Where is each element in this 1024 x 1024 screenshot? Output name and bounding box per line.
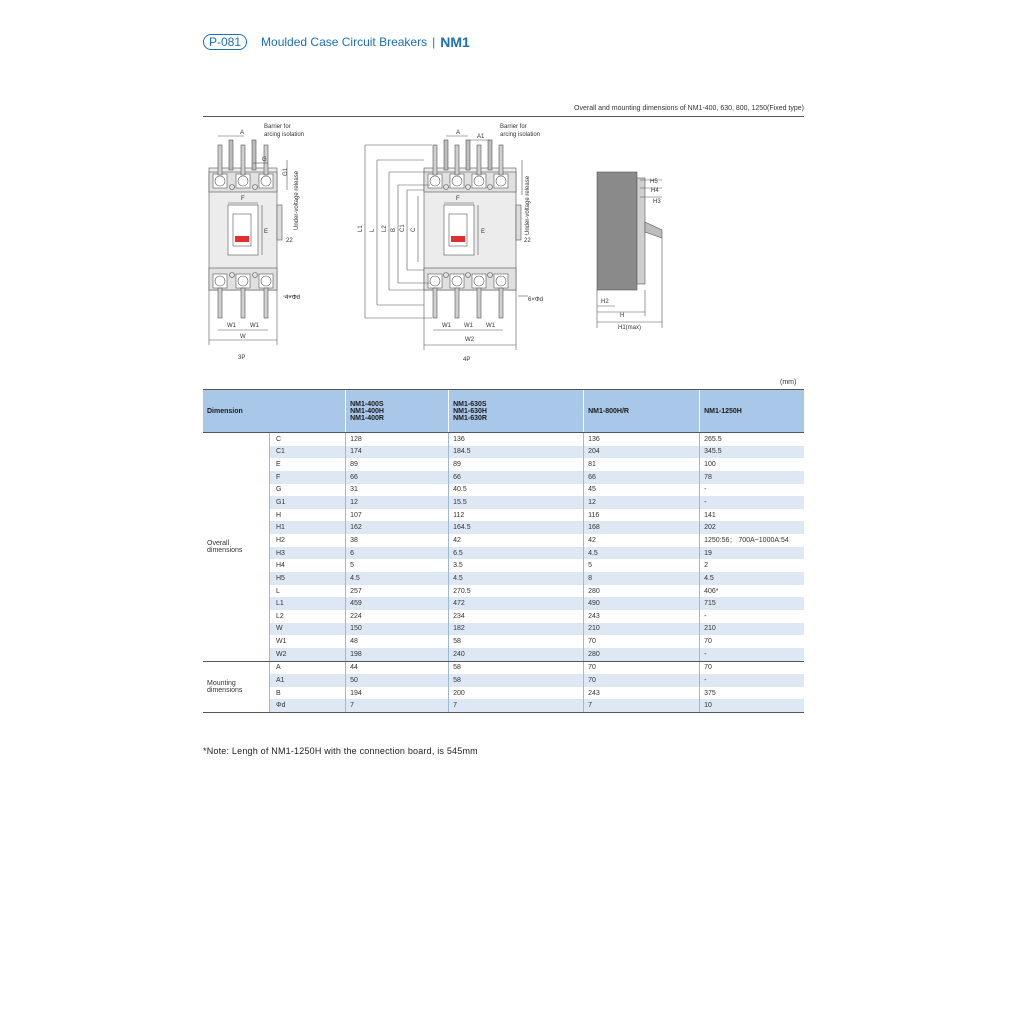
- table-header-row: [203, 390, 804, 433]
- table-cell: 7: [449, 699, 584, 712]
- drawing-caption: Overall and mounting dimensions of NM1-400, 630, 800, 1250(Fixed type): [574, 105, 804, 112]
- table-cell: 406*: [700, 585, 804, 598]
- dimension-drawings: [0, 0, 1024, 380]
- table-cell: 1250:56； 700A~1000A:54: [700, 534, 804, 547]
- drawing-label-L1: L1: [358, 225, 364, 232]
- table-cell: 345.5: [700, 446, 804, 459]
- table-cell: -: [700, 610, 804, 623]
- table-row: [203, 623, 804, 636]
- drawing-label-hole-3p: 4×Φd: [285, 295, 300, 301]
- group-mounting-line1: Mounting: [207, 679, 236, 687]
- table-row: [203, 635, 804, 648]
- table-cell: 112: [449, 509, 584, 522]
- table-cell: 136: [584, 433, 700, 446]
- table-cell: 66: [449, 471, 584, 484]
- dimension-symbol: A: [270, 661, 346, 674]
- header-400r: NM1-400R: [350, 414, 384, 422]
- drawing-label-W2: W2: [465, 337, 474, 343]
- table-cell: 7: [584, 699, 700, 712]
- table-cell: -: [700, 674, 804, 687]
- table-cell: -: [700, 648, 804, 661]
- table-row: [203, 572, 804, 585]
- table-cell: 715: [700, 597, 804, 610]
- table-cell: 234: [449, 610, 584, 623]
- table-row: [203, 597, 804, 610]
- table-cell: 164.5: [449, 521, 584, 534]
- table-cell: 15.5: [449, 496, 584, 509]
- drawing-label-H4: H4: [651, 188, 659, 194]
- table-row: [203, 547, 804, 560]
- table-cell: 12: [584, 496, 700, 509]
- barrier-label-3p-1: Barrier for: [264, 124, 291, 130]
- dimension-symbol: Φd: [270, 699, 346, 712]
- table-cell: 70: [584, 635, 700, 648]
- table-cell: 200: [449, 687, 584, 700]
- dimension-table: [203, 389, 804, 713]
- table-unit: (mm): [780, 379, 797, 386]
- table-cell: 375: [700, 687, 804, 700]
- table-cell: 12: [346, 496, 449, 509]
- table-cell: 459: [346, 597, 449, 610]
- table-row: [203, 433, 804, 446]
- dimension-symbol: H2: [270, 534, 346, 547]
- dimension-symbol: W: [270, 623, 346, 636]
- header-nm1-400: [346, 390, 449, 433]
- table-cell: 31: [346, 484, 449, 497]
- table-row: [203, 610, 804, 623]
- drawing-label-C: C: [411, 227, 417, 232]
- dimension-symbol: C: [270, 433, 346, 446]
- dimension-symbol: W2: [270, 648, 346, 661]
- header-630h: NM1-630H: [453, 407, 487, 415]
- table-row: [203, 699, 804, 712]
- drawing-label-H5: H5: [650, 179, 658, 185]
- table-cell: 89: [346, 458, 449, 471]
- table-cell: 6.5: [449, 547, 584, 560]
- table-cell: 194: [346, 687, 449, 700]
- drawing-label-E: E: [264, 229, 269, 235]
- group-overall-line1: Overall: [207, 539, 230, 547]
- table-row: [203, 496, 804, 509]
- table-cell: 270.5: [449, 585, 584, 598]
- dimension-symbol: L1: [270, 597, 346, 610]
- header-nm1-630: [449, 390, 584, 433]
- table-cell: 182: [449, 623, 584, 636]
- page-title: Moulded Case Circuit Breakers: [261, 35, 428, 49]
- table-cell: 224: [346, 610, 449, 623]
- table-cell: 490: [584, 597, 700, 610]
- table-cell: 81: [584, 458, 700, 471]
- table-row: [203, 446, 804, 459]
- table-cell: 5: [584, 559, 700, 572]
- table-cell: 128: [346, 433, 449, 446]
- table-row: [203, 534, 804, 547]
- table-cell: 257: [346, 585, 449, 598]
- drawing-label-B: B: [391, 227, 397, 232]
- drawing-label-L: L: [370, 228, 376, 232]
- drawing-label-4p-W1b: W1: [464, 323, 473, 329]
- table-cell: -: [700, 484, 804, 497]
- table-cell: 66: [584, 471, 700, 484]
- drawing-label-L2: L2: [382, 225, 388, 232]
- table-cell: 45: [584, 484, 700, 497]
- drawing-label-4p-22: 22: [524, 238, 531, 244]
- drawing-label-4p-W1a: W1: [442, 323, 451, 329]
- table-cell: 40.5: [449, 484, 584, 497]
- group-overall-line2: dimensions: [207, 546, 243, 554]
- table-cell: 70: [584, 674, 700, 687]
- title-separator: |: [432, 35, 436, 49]
- table-cell: 107: [346, 509, 449, 522]
- table-cell: 58: [449, 661, 584, 674]
- table-row: [203, 661, 804, 674]
- drawing-label-H3: H3: [653, 199, 661, 205]
- table-cell: 2: [700, 559, 804, 572]
- header-nm1-800: NM1-800H/R: [584, 390, 700, 433]
- table-cell: 472: [449, 597, 584, 610]
- dimension-symbol: H4: [270, 559, 346, 572]
- table-cell: 100: [700, 458, 804, 471]
- dimension-symbol: G1: [270, 496, 346, 509]
- table-cell: 70: [700, 661, 804, 674]
- group-overall: [203, 433, 270, 662]
- drawing-label-F: F: [241, 196, 245, 202]
- uv-label-3p: Under-voltage release: [294, 170, 300, 230]
- footnote: *Note: Lengh of NM1-1250H with the connection board, is 545mm: [203, 746, 478, 756]
- table-row: [203, 484, 804, 497]
- table-cell: 136: [449, 433, 584, 446]
- table-cell: 70: [700, 635, 804, 648]
- table-cell: 210: [584, 623, 700, 636]
- dimension-symbol: L2: [270, 610, 346, 623]
- table-cell: 168: [584, 521, 700, 534]
- group-mounting-line2: dimensions: [207, 686, 243, 694]
- drawing-label-22: 22: [286, 238, 293, 244]
- dimension-symbol: H3: [270, 547, 346, 560]
- dimension-symbol: L: [270, 585, 346, 598]
- drawing-label-A: A: [240, 130, 245, 136]
- table-cell: 280: [584, 585, 700, 598]
- dimension-symbol: H: [270, 509, 346, 522]
- drawing-label-W: W: [240, 334, 246, 340]
- dimension-symbol: H5: [270, 572, 346, 585]
- table-cell: 70: [584, 661, 700, 674]
- table-cell: 240: [449, 648, 584, 661]
- model-name: NM1: [440, 34, 470, 50]
- table-cell: 243: [584, 610, 700, 623]
- table-cell: 50: [346, 674, 449, 687]
- dimension-symbol: G: [270, 484, 346, 497]
- drawing-label-4p-A: A: [456, 130, 461, 136]
- dimension-symbol: W1: [270, 635, 346, 648]
- header-630r: NM1-630R: [453, 414, 487, 422]
- table-cell: 141: [700, 509, 804, 522]
- table-row: [203, 687, 804, 700]
- page-code-badge: P-081: [203, 34, 247, 50]
- drawing-label-H1: H1(max): [618, 325, 642, 331]
- drawing-label-W1a: W1: [227, 323, 236, 329]
- table-cell: 7: [346, 699, 449, 712]
- dimension-symbol: F: [270, 471, 346, 484]
- drawing-label-H2: H2: [601, 299, 609, 305]
- table-row: [203, 509, 804, 522]
- table-cell: 3.5: [449, 559, 584, 572]
- barrier-label-3p-2: arcing isolation: [264, 132, 305, 138]
- table-row: [203, 585, 804, 598]
- table-cell: 4.5: [584, 547, 700, 560]
- table-cell: 5: [346, 559, 449, 572]
- dimension-symbol: B: [270, 687, 346, 700]
- drawing-label-G: G: [262, 157, 267, 163]
- table-cell: 42: [584, 534, 700, 547]
- table-cell: 116: [584, 509, 700, 522]
- table-cell: 10: [700, 699, 804, 712]
- drawing-label-hole-4p: 6×Φd: [528, 297, 543, 303]
- table-cell: 4.5: [700, 572, 804, 585]
- table-cell: 202: [700, 521, 804, 534]
- table-cell: 19: [700, 547, 804, 560]
- table-row: [203, 521, 804, 534]
- table-cell: 243: [584, 687, 700, 700]
- group-mounting: [203, 661, 270, 713]
- table-cell: 38: [346, 534, 449, 547]
- label-3p: 3P: [238, 355, 246, 361]
- uv-label-4p: Under-voltage release: [525, 175, 531, 235]
- dimension-symbol: H1: [270, 521, 346, 534]
- table-cell: 78: [700, 471, 804, 484]
- table-cell: 58: [449, 674, 584, 687]
- table-cell: 66: [346, 471, 449, 484]
- header-400h: NM1-400H: [350, 407, 384, 415]
- drawing-label-4p-W1c: W1: [486, 323, 495, 329]
- header-400s: NM1-400S: [350, 400, 384, 408]
- table-cell: 42: [449, 534, 584, 547]
- dimension-symbol: E: [270, 458, 346, 471]
- table-cell: 58: [449, 635, 584, 648]
- drawing-label-G1: G1: [283, 167, 289, 176]
- dimension-symbol: C1: [270, 446, 346, 459]
- drawing-label-C1: C1: [400, 224, 406, 232]
- table-cell: 280: [584, 648, 700, 661]
- drawing-label-W1b: W1: [250, 323, 259, 329]
- table-cell: 48: [346, 635, 449, 648]
- label-4p: 4P: [463, 357, 471, 363]
- table-cell: 44: [346, 661, 449, 674]
- drawing-4p: [365, 136, 528, 350]
- header-dimension: Dimension: [203, 390, 346, 433]
- table-cell: 198: [346, 648, 449, 661]
- drawing-label-H: H: [620, 313, 625, 319]
- table-cell: 210: [700, 623, 804, 636]
- table-row: [203, 559, 804, 572]
- table-row: [203, 471, 804, 484]
- table-cell: 6: [346, 547, 449, 560]
- table-cell: -: [700, 496, 804, 509]
- table-cell: 162: [346, 521, 449, 534]
- table-cell: 4.5: [346, 572, 449, 585]
- table-cell: 184.5: [449, 446, 584, 459]
- table-row: [203, 648, 804, 661]
- drawing-label-A1: A1: [477, 134, 485, 140]
- table-cell: 204: [584, 446, 700, 459]
- drawing-label-4p-E: E: [481, 229, 486, 235]
- barrier-label-4p-1: Barrier for: [500, 124, 527, 130]
- table-cell: 265.5: [700, 433, 804, 446]
- dimension-symbol: A1: [270, 674, 346, 687]
- table-cell: 150: [346, 623, 449, 636]
- table-row: [203, 674, 804, 687]
- header-nm1-1250: NM1-1250H: [700, 390, 804, 433]
- barrier-label-4p-2: arcing isolation: [500, 132, 541, 138]
- table-cell: 89: [449, 458, 584, 471]
- table-row: [203, 458, 804, 471]
- drawing-label-4p-F: F: [456, 196, 460, 202]
- table-cell: 8: [584, 572, 700, 585]
- table-cell: 174: [346, 446, 449, 459]
- header-630s: NM1-630S: [453, 400, 487, 408]
- table-cell: 4.5: [449, 572, 584, 585]
